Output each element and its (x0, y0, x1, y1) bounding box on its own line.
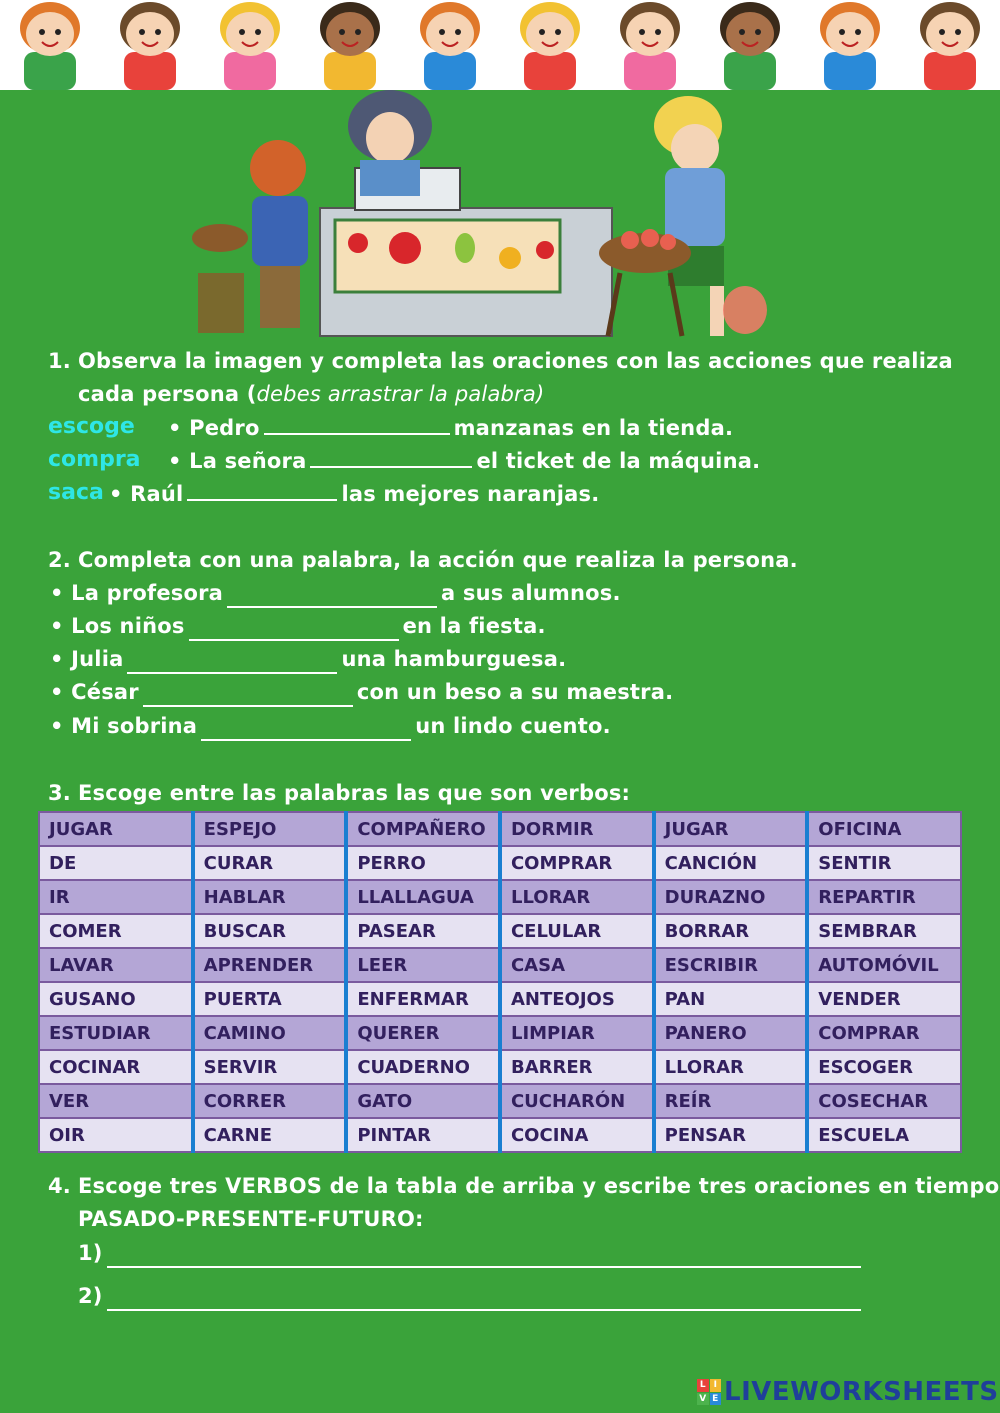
q3-number: 3. (48, 781, 71, 805)
verb-cell[interactable]: PERRO (346, 846, 500, 880)
verb-cell[interactable]: LIMPIAR (500, 1016, 654, 1050)
verb-cell[interactable]: ESPEJO (193, 812, 347, 846)
verb-cell[interactable]: SEMBRAR (807, 914, 961, 948)
logo-badge (697, 1379, 721, 1405)
verb-cell[interactable]: CANCIÓN (654, 846, 808, 880)
verb-cell[interactable]: ENFERMAR (346, 982, 500, 1016)
verb-cell[interactable]: REPARTIR (807, 880, 961, 914)
fruit-shop-illustration (190, 88, 790, 346)
q2-answer-input-5[interactable] (201, 719, 411, 741)
verb-cell[interactable]: CAMINO (193, 1016, 347, 1050)
verb-cell[interactable]: JUGAR (654, 812, 808, 846)
verb-cell[interactable]: IR (39, 880, 193, 914)
verb-cell[interactable]: ANTEOJOS (500, 982, 654, 1016)
verb-cell[interactable]: GATO (346, 1084, 500, 1118)
q1-s2-start: • La señora (168, 449, 307, 473)
q2-item-2-end: en la fiesta. (402, 614, 546, 638)
q2-item-2-start: • Los niños (50, 614, 185, 638)
verb-cell[interactable]: CELULAR (500, 914, 654, 948)
q1-s3-drop-blank[interactable] (187, 481, 337, 501)
q4-answer-1-label: 1) (78, 1241, 103, 1265)
verb-cell[interactable]: OFICINA (807, 812, 961, 846)
verb-cell[interactable]: PASEAR (346, 914, 500, 948)
logo-badge-i: I (710, 1379, 722, 1392)
q4-answer-line-2 (78, 1284, 865, 1311)
verb-cell[interactable]: JUGAR (39, 812, 193, 846)
q1-sentence-1 (168, 415, 733, 440)
logo-badge-v: V (697, 1393, 709, 1406)
q1-s1-start: • Pedro (168, 416, 260, 440)
verb-cell[interactable]: GUSANO (39, 982, 193, 1016)
q4-answer-line-1 (78, 1241, 865, 1268)
q2-item-4-start: • César (50, 680, 139, 704)
q2-answer-input-4[interactable] (143, 685, 353, 707)
q1-heading-line1 (48, 349, 953, 373)
verb-cell[interactable]: ESCOGER (807, 1050, 961, 1084)
q2-item-1 (50, 581, 621, 608)
q1-sentence-3 (109, 481, 599, 506)
verb-cell[interactable]: PUERTA (193, 982, 347, 1016)
verb-cell[interactable]: COSECHAR (807, 1084, 961, 1118)
q2-item-4 (50, 680, 673, 707)
drag-word-escoge[interactable]: escoge (48, 414, 135, 439)
drag-word-compra[interactable]: compra (48, 447, 141, 472)
verb-cell[interactable]: AUTOMÓVIL (807, 948, 961, 982)
q4-heading-line1 (48, 1174, 999, 1198)
verb-cell[interactable]: DURAZNO (654, 880, 808, 914)
q1-text-line1: Observa la imagen y completa las oraciones con las acciones que realiza (78, 349, 953, 373)
q4-answer-2-label: 2) (78, 1284, 103, 1308)
verb-cell[interactable]: LLORAR (500, 880, 654, 914)
table-row (39, 914, 961, 948)
verb-cell[interactable]: COMPAÑERO (346, 812, 500, 846)
table-row (39, 1050, 961, 1084)
verb-cell[interactable]: SERVIR (193, 1050, 347, 1084)
q1-s1-end: manzanas en la tienda. (453, 416, 734, 440)
q1-s3-start: • Raúl (109, 482, 184, 506)
q1-heading-line2 (78, 382, 544, 406)
table-row (39, 846, 961, 880)
q4-number: 4. (48, 1174, 71, 1198)
table-row (39, 1084, 961, 1118)
verb-cell[interactable]: CARNE (193, 1118, 347, 1152)
verb-cell[interactable]: REÍR (654, 1084, 808, 1118)
verb-cell[interactable]: ESCRIBIR (654, 948, 808, 982)
verb-cell[interactable]: LEER (346, 948, 500, 982)
liveworksheets-logo[interactable] (697, 1376, 999, 1408)
verbs-table (38, 811, 962, 1153)
q2-heading (48, 548, 798, 572)
q2-item-5-end: un lindo cuento. (415, 714, 611, 738)
q2-item-3 (50, 647, 566, 674)
q2-answer-input-3[interactable] (127, 652, 337, 674)
verb-cell[interactable]: DE (39, 846, 193, 880)
verb-cell[interactable]: VER (39, 1084, 193, 1118)
q2-answer-input-2[interactable] (189, 619, 399, 641)
q1-s2-drop-blank[interactable] (310, 448, 472, 468)
verb-cell[interactable]: HABLAR (193, 880, 347, 914)
q2-item-1-end: a sus alumnos. (441, 581, 621, 605)
q2-item-1-start: • La profesora (50, 581, 224, 605)
table-row (39, 1118, 961, 1152)
table-row (39, 982, 961, 1016)
q2-item-4-end: con un beso a su maestra. (356, 680, 674, 704)
verb-cell[interactable]: BORRAR (654, 914, 808, 948)
q2-number: 2. (48, 548, 71, 572)
verb-cell[interactable]: PAN (654, 982, 808, 1016)
q1-s1-drop-blank[interactable] (264, 415, 450, 435)
verb-cell[interactable]: PENSAR (654, 1118, 808, 1152)
q4-answer-input-2[interactable] (107, 1289, 861, 1311)
verb-cell[interactable]: ESTUDIAR (39, 1016, 193, 1050)
q2-answer-input-1[interactable] (227, 586, 437, 608)
table-row (39, 880, 961, 914)
q1-s2-end: el ticket de la máquina. (476, 449, 761, 473)
q2-item-5-start: • Mi sobrina (50, 714, 198, 738)
q2-item-5 (50, 714, 611, 741)
table-row (39, 948, 961, 982)
verb-cell[interactable]: BUSCAR (193, 914, 347, 948)
q1-s3-end: las mejores naranjas. (341, 482, 600, 506)
verb-cell[interactable]: CASA (500, 948, 654, 982)
q3-heading (48, 781, 630, 805)
verb-cell[interactable]: COMER (39, 914, 193, 948)
verb-cell[interactable]: COCINA (500, 1118, 654, 1152)
verb-cell[interactable]: LLORAR (654, 1050, 808, 1084)
logo-text: LIVEWORKSHEETS (724, 1377, 999, 1407)
q4-text-line1: Escoge tres VERBOS de la tabla de arriba y escribe tres oraciones en tiempo (78, 1174, 1000, 1198)
verb-cell[interactable]: CUCHARÓN (500, 1084, 654, 1118)
verb-cell[interactable]: PANERO (654, 1016, 808, 1050)
table-row (39, 812, 961, 846)
drag-word-saca[interactable]: saca (48, 480, 104, 505)
verb-cell[interactable]: VENDER (807, 982, 961, 1016)
q2-item-3-end: una hamburguesa. (341, 647, 567, 671)
verb-cell[interactable]: ESCUELA (807, 1118, 961, 1152)
logo-badge-l: L (697, 1379, 709, 1392)
verb-cell[interactable]: BARRER (500, 1050, 654, 1084)
q4-heading-line2: PASADO-PRESENTE-FUTURO: (78, 1207, 424, 1231)
q1-instruction: debes arrastrar la palabra) (256, 382, 545, 406)
q3-title: Escoge entre las palabras las que son verbos: (78, 781, 631, 805)
verb-cell[interactable]: LLALLAGUA (346, 880, 500, 914)
verb-cell[interactable]: APRENDER (193, 948, 347, 982)
verb-cell[interactable]: QUERER (346, 1016, 500, 1050)
verb-cell[interactable]: CUADERNO (346, 1050, 500, 1084)
q4-answer-input-1[interactable] (107, 1246, 861, 1268)
verb-cell[interactable]: OIR (39, 1118, 193, 1152)
logo-badge-e: E (710, 1393, 722, 1406)
verb-cell[interactable]: PINTAR (346, 1118, 500, 1152)
table-row (39, 1016, 961, 1050)
verb-cell[interactable]: DORMIR (500, 812, 654, 846)
verb-cell[interactable]: CURAR (193, 846, 347, 880)
q2-item-2 (50, 614, 546, 641)
q2-item-3-start: • Julia (50, 647, 124, 671)
verb-cell[interactable]: SENTIR (807, 846, 961, 880)
verb-cell[interactable]: COMPRAR (807, 1016, 961, 1050)
q1-number: 1. (48, 349, 71, 373)
q1-text-line2: cada persona ( (78, 382, 257, 406)
kids-banner-illustration (0, 0, 1000, 90)
verb-cell[interactable]: COCINAR (39, 1050, 193, 1084)
verb-cell[interactable]: CORRER (193, 1084, 347, 1118)
verb-cell[interactable]: COMPRAR (500, 846, 654, 880)
q2-title: Completa con una palabra, la acción que realiza la persona. (78, 548, 798, 572)
verb-cell[interactable]: LAVAR (39, 948, 193, 982)
q1-sentence-2 (168, 448, 760, 473)
